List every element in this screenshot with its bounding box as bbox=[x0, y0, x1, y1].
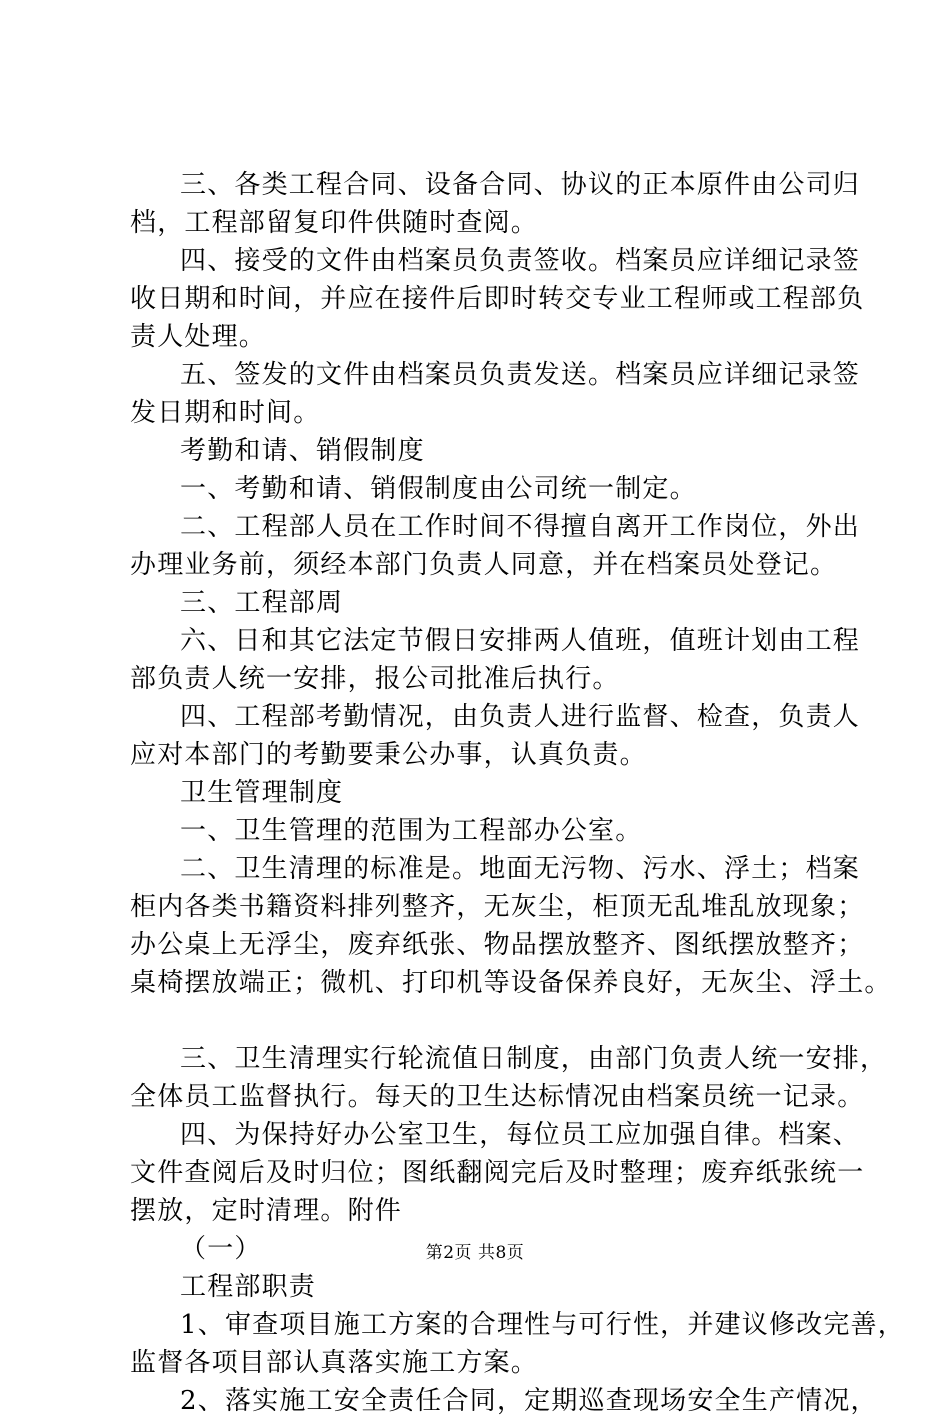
section-heading: 考勤和请、销假制度 bbox=[180, 436, 425, 466]
paragraph-line: 办公桌上无浮尘，废弃纸张、物品摆放整齐、图纸摆放整齐； bbox=[130, 930, 865, 960]
paragraph-line: 六、日和其它法定节假日安排两人值班，值班计划由工程 bbox=[180, 626, 861, 656]
paragraph-line: 2、落实施工安全责任合同，定期巡查现场安全生产情况， bbox=[180, 1386, 878, 1416]
section-heading: 卫生管理制度 bbox=[180, 778, 344, 808]
paragraph-line: 二、工程部人员在工作时间不得擅自离开工作岗位，外出 bbox=[180, 512, 861, 542]
paragraph-line: 一、考勤和请、销假制度由公司统一制定。 bbox=[180, 474, 697, 504]
section-heading: 工程部职责 bbox=[180, 1272, 317, 1302]
paragraph-line: 档，工程部留复印件供随时查阅。 bbox=[130, 208, 539, 238]
paragraph-line: 发日期和时间。 bbox=[130, 398, 321, 428]
paragraph-line: 五、签发的文件由档案员负责发送。档案员应详细记录签 bbox=[180, 360, 861, 390]
paragraph-line: 应对本部门的考勤要秉公办事，认真负责。 bbox=[130, 740, 647, 770]
paragraph-line: 二、卫生清理的标准是。地面无污物、污水、浮土；档案 bbox=[180, 854, 861, 884]
paragraph-line: 收日期和时间，并应在接件后即时转交专业工程师或工程部负 bbox=[130, 284, 865, 314]
appendix-label: （一） bbox=[180, 1234, 262, 1264]
paragraph-line: 柜内各类书籍资料排列整齐，无灰尘，柜顶无乱堆乱放现象； bbox=[130, 892, 865, 922]
paragraph-line: 文件查阅后及时归位；图纸翻阅完后及时整理；废弃纸张统一 bbox=[130, 1158, 865, 1188]
paragraph-line: 四、接受的文件由档案员负责签收。档案员应详细记录签 bbox=[180, 246, 861, 276]
paragraph-line: 四、为保持好办公室卫生，每位员工应加强自律。档案、 bbox=[180, 1120, 861, 1150]
paragraph-line: 责人处理。 bbox=[130, 322, 267, 352]
paragraph-line: 全体员工监督执行。每天的卫生达标情况由档案员统一记录。 bbox=[130, 1082, 865, 1112]
paragraph-line: 三、卫生清理实行轮流值日制度，由部门负责人统一安排， bbox=[180, 1044, 888, 1074]
paragraph-line: 监督各项目部认真落实施工方案。 bbox=[130, 1348, 539, 1378]
paragraph-line: 部负责人统一安排，报公司批准后执行。 bbox=[130, 664, 620, 694]
paragraph-line: 四、工程部考勤情况，由负责人进行监督、检查，负责人 bbox=[180, 702, 861, 732]
paragraph-line: 办理业务前，须经本部门负责人同意，并在档案员处登记。 bbox=[130, 550, 838, 580]
paragraph-line: 一、卫生管理的范围为工程部办公室。 bbox=[180, 816, 643, 846]
paragraph-line: 1、审查项目施工方案的合理性与可行性，并建议修改完善， bbox=[180, 1310, 905, 1340]
page-number-footer: 第2页 共8页 bbox=[425, 1243, 525, 1263]
paragraph-line: 摆放，定时清理。附件 bbox=[130, 1196, 403, 1226]
paragraph-line: 三、各类工程合同、设备合同、协议的正本原件由公司归 bbox=[180, 170, 861, 200]
paragraph-line: 桌椅摆放端正；微机、打印机等设备保养良好，无灰尘、浮土。 bbox=[130, 968, 892, 998]
paragraph-line: 三、工程部周 bbox=[180, 588, 344, 618]
